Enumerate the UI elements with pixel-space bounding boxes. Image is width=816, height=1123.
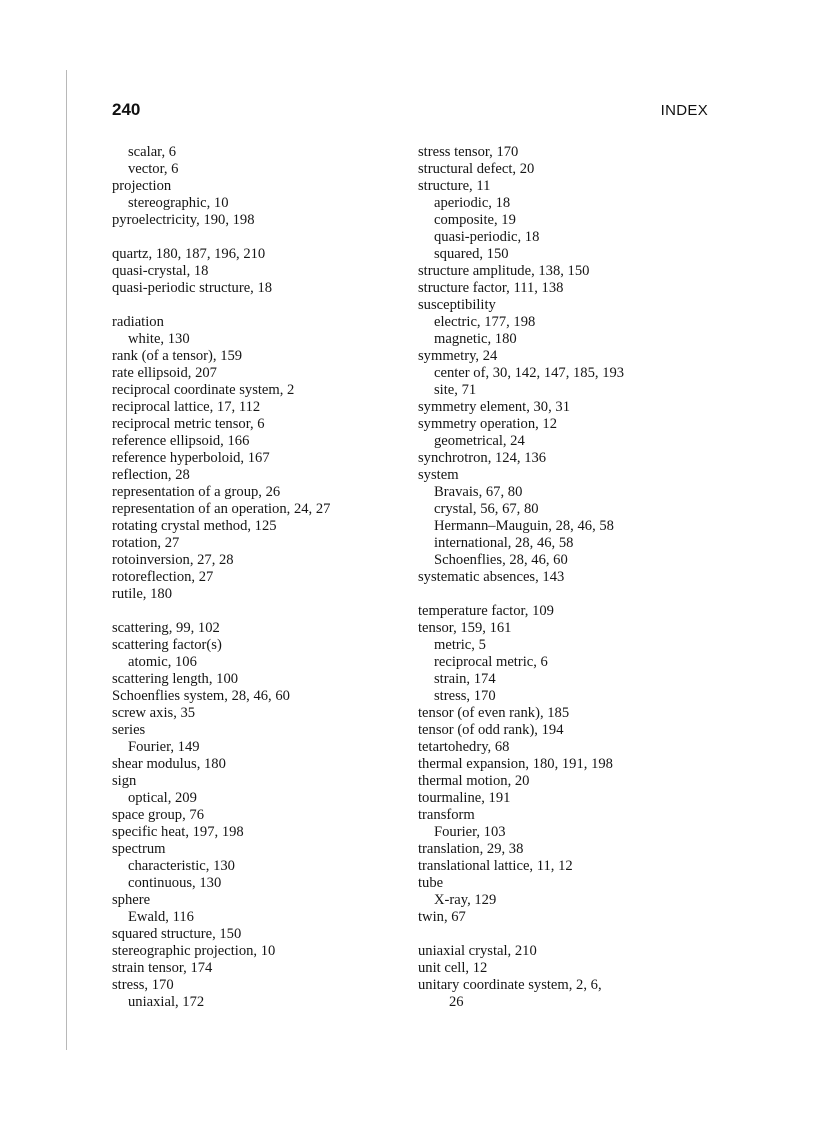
index-entry: squared structure, 150 xyxy=(112,926,242,942)
index-entry: specific heat, 197, 198 xyxy=(112,824,244,840)
index-entry: thermal expansion, 180, 191, 198 xyxy=(418,756,613,772)
index-subentry: Schoenflies, 28, 46, 60 xyxy=(434,552,568,568)
index-entry: sign xyxy=(112,773,137,789)
index-subentry: international, 28, 46, 58 xyxy=(434,535,574,551)
index-entry: radiation xyxy=(112,314,164,330)
index-entry: representation of an operation, 24, 27 xyxy=(112,501,331,517)
index-entry: symmetry element, 30, 31 xyxy=(418,399,570,415)
index-subentry: vector, 6 xyxy=(128,161,179,177)
index-entry: unit cell, 12 xyxy=(418,960,488,976)
index-entry: reciprocal coordinate system, 2 xyxy=(112,382,295,398)
entry-gap xyxy=(112,297,330,314)
index-entry: systematic absences, 143 xyxy=(418,569,565,585)
index-entry: projection xyxy=(112,178,172,194)
index-column-right xyxy=(418,144,624,1011)
index-entry: scattering factor(s) xyxy=(112,637,222,653)
entry-gap xyxy=(112,603,330,620)
index-subentry: squared, 150 xyxy=(434,246,509,262)
page-number: 240 xyxy=(112,100,141,119)
index-entry: quasi-crystal, 18 xyxy=(112,263,209,279)
index-entry: transform xyxy=(418,807,475,823)
index-entry: space group, 76 xyxy=(112,807,204,823)
running-head: INDEX xyxy=(660,102,708,119)
index-entry: uniaxial crystal, 210 xyxy=(418,943,537,959)
index-subentry: characteristic, 130 xyxy=(128,858,235,874)
index-subentry: Bravais, 67, 80 xyxy=(434,484,523,500)
index-subentry: continuous, 130 xyxy=(128,875,222,891)
index-subentry: optical, 209 xyxy=(128,790,197,806)
index-entry: tensor (of odd rank), 194 xyxy=(418,722,564,738)
index-entry: tensor, 159, 161 xyxy=(418,620,512,636)
index-entry: stress, 170 xyxy=(112,977,174,993)
index-entry: tensor (of even rank), 185 xyxy=(418,705,570,721)
index-subentry: magnetic, 180 xyxy=(434,331,517,347)
index-entry: structure factor, 111, 138 xyxy=(418,280,564,296)
index-entry: rotoinversion, 27, 28 xyxy=(112,552,234,568)
index-subentry: reciprocal metric, 6 xyxy=(434,654,548,670)
index-entry: quasi-periodic structure, 18 xyxy=(112,280,273,296)
index-entry: rutile, 180 xyxy=(112,586,172,602)
index-subentry: metric, 5 xyxy=(434,637,486,653)
index-entry: stress tensor, 170 xyxy=(418,144,519,160)
index-entry: symmetry operation, 12 xyxy=(418,416,558,432)
index-entry: symmetry, 24 xyxy=(418,348,498,364)
index-entry: structural defect, 20 xyxy=(418,161,535,177)
gutter-line xyxy=(66,70,67,1050)
index-entry: tourmaline, 191 xyxy=(418,790,511,806)
index-entry: pyroelectricity, 190, 198 xyxy=(112,212,255,228)
index-entry: tube xyxy=(418,875,444,891)
index-subentry: atomic, 106 xyxy=(128,654,197,670)
index-subentry: Hermann–Mauguin, 28, 46, 58 xyxy=(434,518,614,534)
index-entry: tetartohedry, 68 xyxy=(418,739,510,755)
index-entry: strain tensor, 174 xyxy=(112,960,213,976)
index-entry: translational lattice, 11, 12 xyxy=(418,858,573,874)
index-subentry: scalar, 6 xyxy=(128,144,177,160)
index-entry: reference ellipsoid, 166 xyxy=(112,433,250,449)
index-entry: synchrotron, 124, 136 xyxy=(418,450,547,466)
index-entry: system xyxy=(418,467,459,483)
index-subentry: Fourier, 103 xyxy=(434,824,506,840)
index-entry: quartz, 180, 187, 196, 210 xyxy=(112,246,266,262)
index-entry: reciprocal metric tensor, 6 xyxy=(112,416,265,432)
index-subentry: stereographic, 10 xyxy=(128,195,229,211)
index-entry: temperature factor, 109 xyxy=(418,603,554,619)
index-subentry: 26 xyxy=(449,994,464,1010)
index-subentry: quasi-periodic, 18 xyxy=(434,229,540,245)
index-subentry: site, 71 xyxy=(434,382,477,398)
index-entry: rotating crystal method, 125 xyxy=(112,518,277,534)
index-entry: rotoreflection, 27 xyxy=(112,569,214,585)
index-entry: stereographic projection, 10 xyxy=(112,943,276,959)
index-entry: rotation, 27 xyxy=(112,535,180,551)
index-entry: Schoenflies system, 28, 46, 60 xyxy=(112,688,290,704)
index-subentry: stress, 170 xyxy=(434,688,496,704)
index-subentry: uniaxial, 172 xyxy=(128,994,205,1010)
index-entry: spectrum xyxy=(112,841,166,857)
index-entry: screw axis, 35 xyxy=(112,705,196,721)
index-entry: scattering length, 100 xyxy=(112,671,239,687)
entry-gap xyxy=(112,229,330,246)
index-entry: twin, 67 xyxy=(418,909,466,925)
entry-gap xyxy=(418,926,624,943)
index-entry: structure, 11 xyxy=(418,178,491,194)
index-entry: representation of a group, 26 xyxy=(112,484,281,500)
index-entry: scattering, 99, 102 xyxy=(112,620,220,636)
index-entry: sphere xyxy=(112,892,151,908)
index-entry: shear modulus, 180 xyxy=(112,756,226,772)
index-subentry: strain, 174 xyxy=(434,671,496,687)
index-entry: reflection, 28 xyxy=(112,467,190,483)
index-subentry: Ewald, 116 xyxy=(128,909,194,925)
index-column-left xyxy=(112,144,330,1011)
index-entry: structure amplitude, 138, 150 xyxy=(418,263,590,279)
index-subentry: crystal, 56, 67, 80 xyxy=(434,501,539,517)
index-entry: reference hyperboloid, 167 xyxy=(112,450,270,466)
index-entry: thermal motion, 20 xyxy=(418,773,530,789)
index-subentry: center of, 30, 142, 147, 185, 193 xyxy=(434,365,625,381)
index-entry: rank (of a tensor), 159 xyxy=(112,348,243,364)
index-subentry: aperiodic, 18 xyxy=(434,195,511,211)
index-entry: susceptibility xyxy=(418,297,496,313)
index-entry: translation, 29, 38 xyxy=(418,841,524,857)
index-subentry: Fourier, 149 xyxy=(128,739,200,755)
index-subentry: geometrical, 24 xyxy=(434,433,525,449)
index-entry: unitary coordinate system, 2, 6, xyxy=(418,977,602,993)
index-subentry: X-ray, 129 xyxy=(434,892,497,908)
index-subentry: electric, 177, 198 xyxy=(434,314,536,330)
entry-gap xyxy=(418,586,624,603)
index-entry: series xyxy=(112,722,146,738)
index-subentry: white, 130 xyxy=(128,331,190,347)
index-entry: rate ellipsoid, 207 xyxy=(112,365,217,381)
index-subentry: composite, 19 xyxy=(434,212,516,228)
index-entry: reciprocal lattice, 17, 112 xyxy=(112,399,261,415)
